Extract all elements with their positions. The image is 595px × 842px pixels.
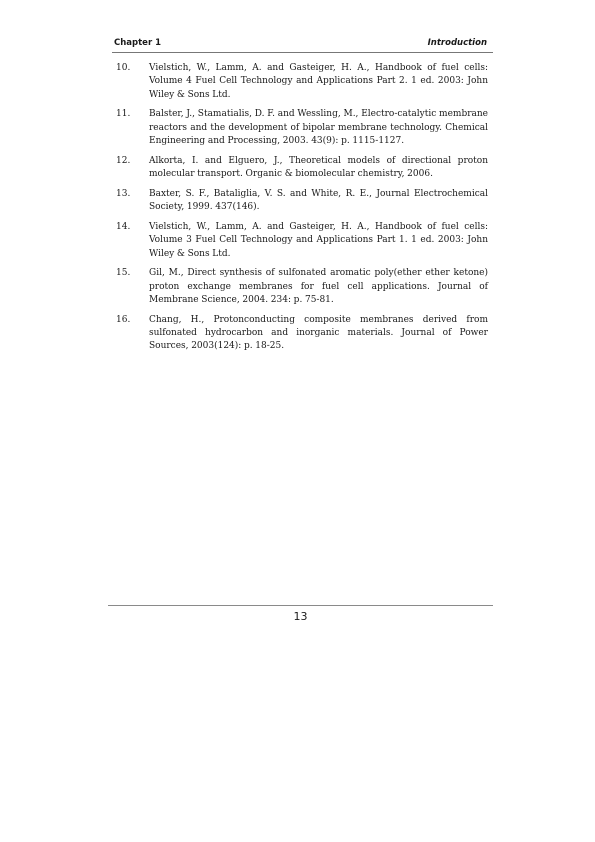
reference-item	[116, 155, 488, 182]
reference-text: Vielstich, W., Lamm, A. and Gasteiger, H. A., Handbook of fuel cells: Volume 4 Fuel Cell Technology and Applications Part 2. 1 ed. 2003: John Wiley & Sons Ltd.	[149, 63, 488, 100]
reference-number: 14.	[116, 221, 131, 232]
reference-item	[116, 62, 488, 102]
reference-text: Vielstich, W., Lamm, A. and Gasteiger, H. A., Handbook of fuel cells: Volume 3 Fuel Cell Technology and Applications Part 1. 1 ed. 2003: John Wiley & Sons Ltd.	[149, 221, 488, 259]
reference-item	[116, 108, 488, 148]
reference-number: 13.	[116, 188, 131, 199]
header-divider	[112, 52, 493, 53]
reference-number: 16.	[116, 314, 131, 325]
chapter-label: Chapter 1	[114, 38, 162, 48]
reference-item	[116, 314, 488, 354]
reference-item	[116, 267, 488, 307]
page-number: 13	[293, 610, 308, 623]
reference-item	[116, 188, 488, 215]
reference-text: Balster, J., Stamatialis, D. F. and Wessling, M., Electro-catalytic membrane reactors and the development of bipolar membrane technology. Chemical Engineering and Processing, 2003. 43(9): p. 1115-1127.	[149, 109, 488, 146]
reference-text: Baxter, S. F., Bataliglia, V. S. and White, R. E., Journal Electrochemical Society, 1999. 437(146).	[149, 188, 488, 213]
reference-text: Chang, H., Protonconducting composite membranes derived from sulfonated hydrocarbon and inorganic materials. Journal of Power Sources, 2003(124): p. 18-25.	[149, 314, 488, 352]
reference-number: 10.	[116, 63, 131, 73]
reference-number: 12.	[116, 155, 131, 166]
reference-number: 15.	[116, 268, 131, 279]
reference-list	[116, 62, 488, 360]
reference-text: Gil, M., Direct synthesis of sulfonated aromatic poly(ether ether ketone) proton exchange membranes for fuel cell applications. Journal of Membrane Science, 2004. 234: p. 75-81.	[149, 268, 488, 305]
reference-item	[116, 221, 488, 261]
reference-number: 11.	[116, 109, 131, 120]
section-title: Introduction	[427, 38, 487, 48]
footer-divider	[108, 605, 493, 606]
running-header	[112, 36, 493, 50]
reference-text: Alkorta, I. and Elguero, J., Theoretical models of directional proton molecular transport. Organic & biomolecular chemistry, 2006.	[149, 155, 488, 180]
